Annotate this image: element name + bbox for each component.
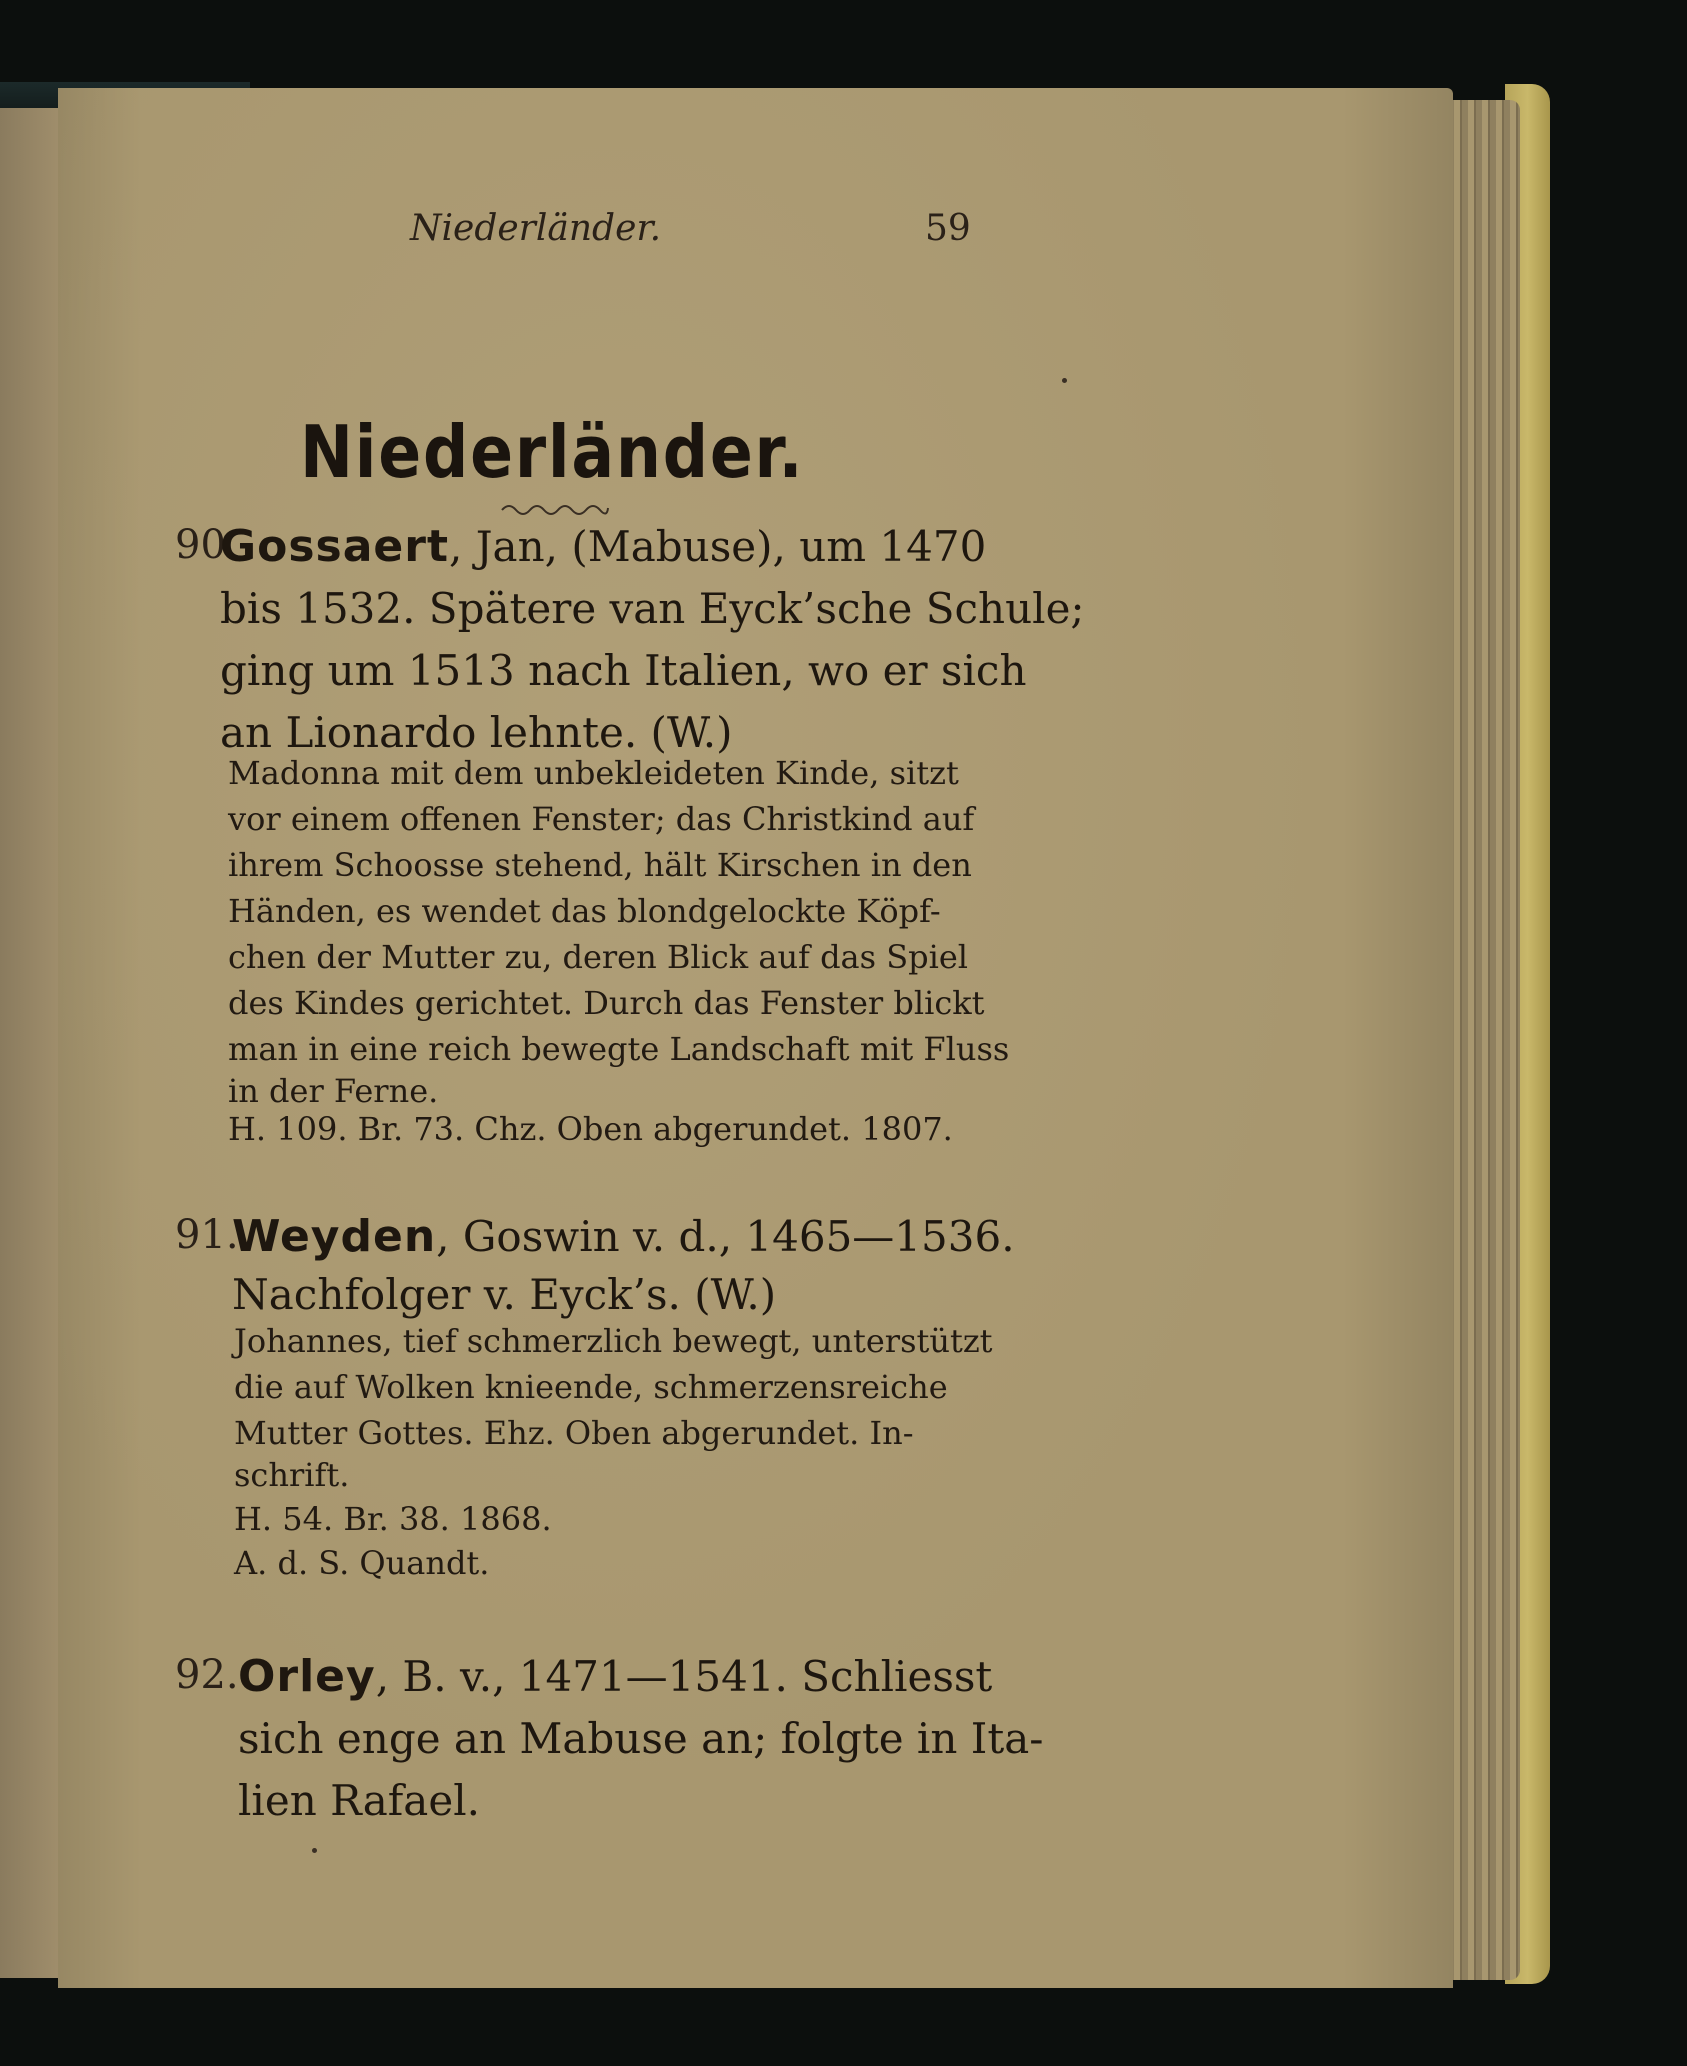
paper-speck	[1062, 378, 1067, 383]
description-line: man in eine reich bewegte Landschaft mit Fluss	[228, 1030, 1010, 1068]
entry-head-line	[238, 1646, 992, 1708]
entry-head-text: , Jan, (Mabuse), um 1470	[449, 522, 987, 571]
page-stack-edges	[1448, 100, 1520, 1980]
entry-head-text: , Goswin v. d., 1465—1536.	[436, 1212, 1015, 1261]
artist-name: Orley	[238, 1651, 376, 1702]
description-line: die auf Wolken knieende, schmerzensreiche	[234, 1368, 948, 1406]
description-line: in der Ferne.	[228, 1072, 439, 1110]
description-line: Johannes, tief schmerzlich bewegt, unterstützt	[234, 1322, 993, 1360]
description-line: Händen, es wendet das blondgelockte Köpf-	[228, 892, 941, 930]
dimensions-line: H. 109. Br. 73. Chz. Oben abgerundet. 1807.	[228, 1110, 953, 1148]
page-number: 59	[925, 208, 971, 249]
entry-number: 90.	[175, 522, 239, 568]
description-line: Mutter Gottes. Ehz. Oben abgerundet. In-	[234, 1414, 914, 1452]
entry-head-line	[220, 516, 986, 578]
entry-head-line: lien Rafael.	[238, 1776, 480, 1825]
entry-head-line	[232, 1206, 1015, 1268]
artist-name: Gossaert	[220, 521, 449, 572]
entry-head-line: ging um 1513 nach Italien, wo er sich	[220, 646, 1027, 695]
description-line: chen der Mutter zu, deren Blick auf das Spiel	[228, 938, 969, 976]
paper-speck	[312, 1848, 317, 1853]
entry-number: 91.	[175, 1212, 239, 1258]
entry-head-line: sich enge an Mabuse an; folgte in Ita-	[238, 1714, 1044, 1763]
entry-head-text: , B. v., 1471—1541. Schliesst	[375, 1652, 993, 1701]
running-head: Niederländer.	[410, 208, 662, 249]
description-line: Madonna mit dem unbekleideten Kinde, sitzt	[228, 754, 959, 792]
entry-number: 92.	[175, 1652, 239, 1698]
section-title: Niederländer.	[300, 410, 805, 494]
description-line: ihrem Schoosse stehend, hält Kirschen in den	[228, 846, 972, 884]
artist-name: Weyden	[232, 1211, 437, 1262]
entry-head-line: an Lionardo lehnte. (W.)	[220, 708, 733, 757]
wavy-rule-ornament	[500, 500, 610, 516]
description-line: schrift.	[234, 1456, 350, 1494]
dimensions-line: H. 54. Br. 38. 1868.	[234, 1500, 552, 1538]
description-line: vor einem offenen Fenster; das Christkind auf	[228, 800, 975, 838]
entry-head-line: bis 1532. Spätere van Eyck’sche Schule;	[220, 584, 1085, 633]
provenance-line: A. d. S. Quandt.	[234, 1544, 490, 1582]
entry-head-line: Nachfolger v. Eyck’s. (W.)	[232, 1270, 777, 1319]
description-line: des Kindes gerichtet. Durch das Fenster blickt	[228, 984, 985, 1022]
